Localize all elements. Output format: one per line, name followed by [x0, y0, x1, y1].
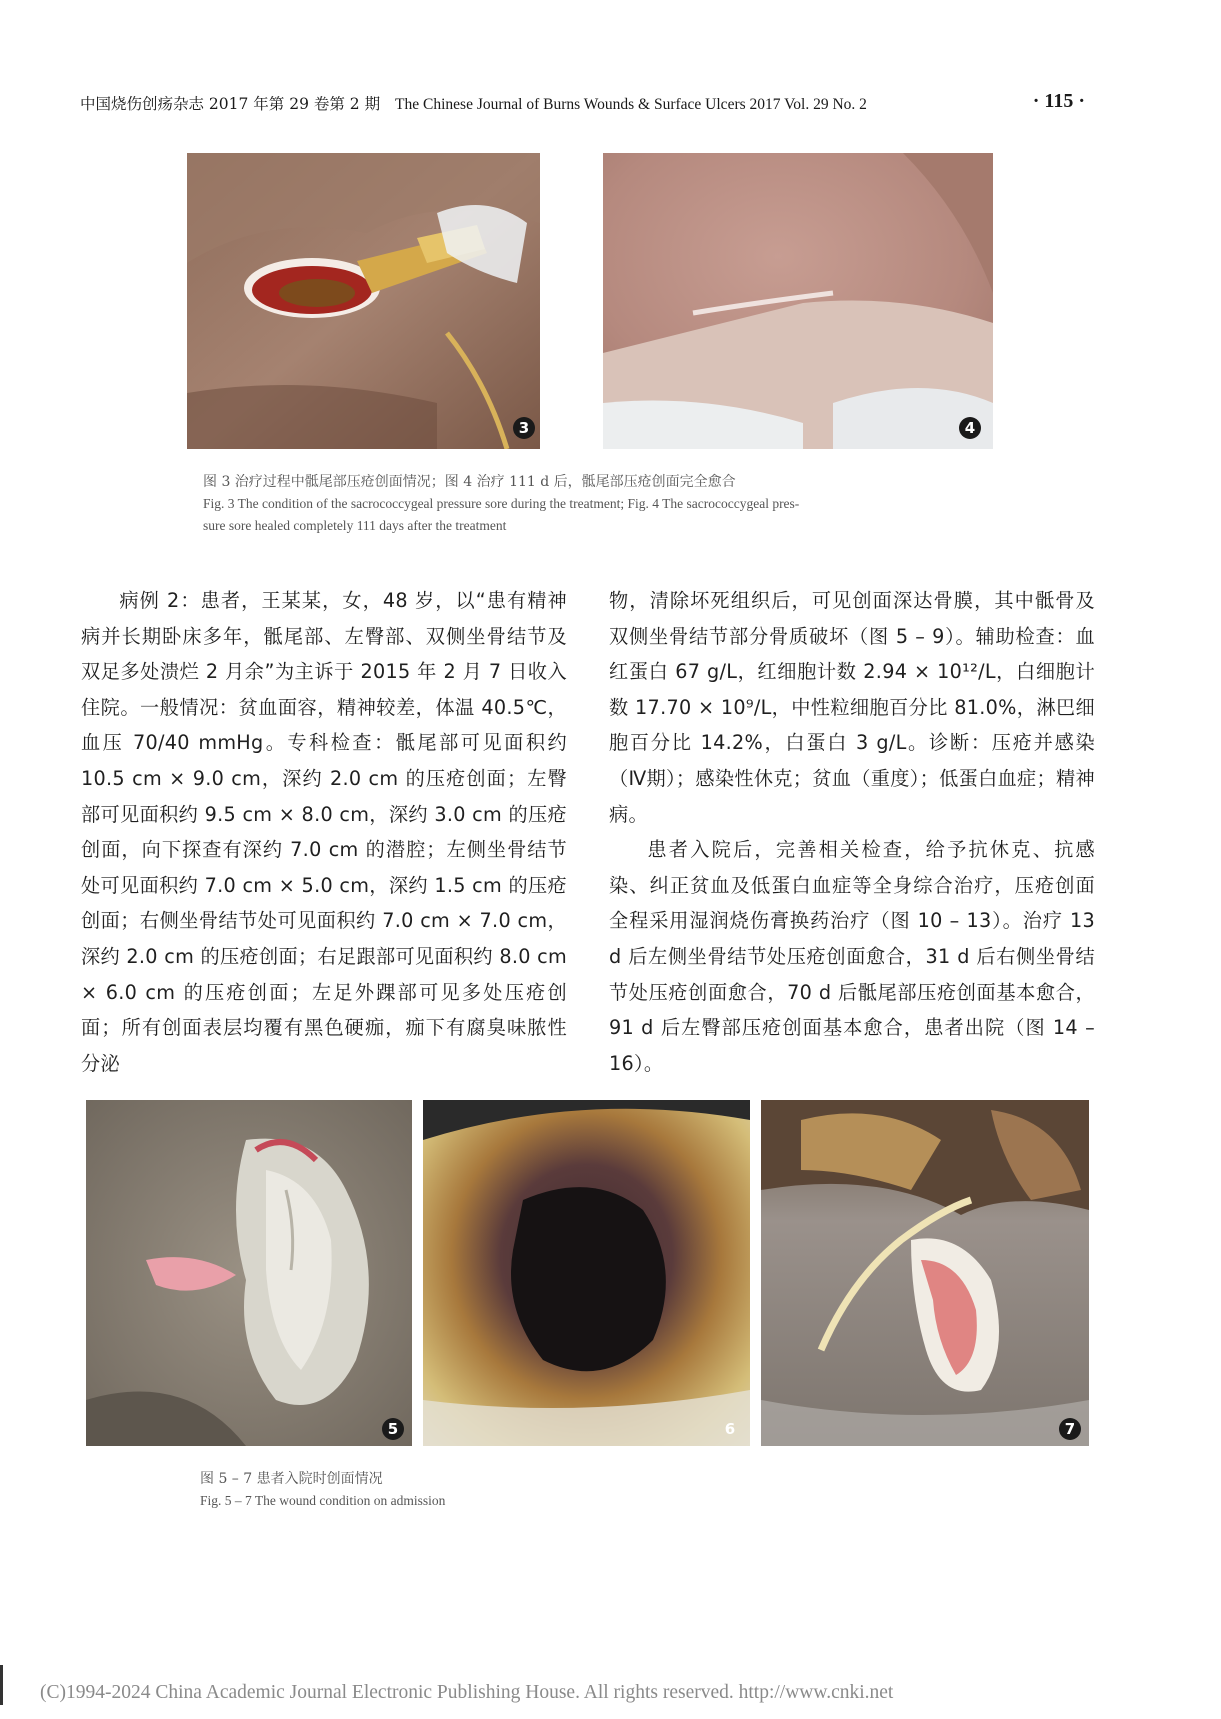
page-number: · 115 · — [1032, 90, 1085, 112]
figure-7-number-badge: 7 — [1059, 1418, 1081, 1440]
ischial-wound-illustration — [761, 1100, 1089, 1446]
healed-skin-illustration — [603, 153, 993, 449]
figure-5-7-caption — [200, 1468, 900, 1512]
caption-cn: 图 3 治疗过程中骶尾部压疮创面情况；图 4 治疗 111 d 后，骶尾部压疮创面完全愈合 — [203, 474, 736, 490]
wound-illustration — [86, 1100, 412, 1446]
figure-4-photo — [603, 153, 993, 449]
case-2-paragraph: 病例 2：患者，王某某，女，48 岁，以“患有精神病并长期卧床多年，骶尾部、左臀部、双侧坐骨结节及双足多处溃烂 2 月余”为主诉于 2015 年 2 月 7 日收入住院。一般情况：贫血面容，精神较差，体温 40.5℃，血压 70/40 mmHg。专科检查：骶尾部可见面积约 10.5 cm × 9.0 cm，深约 2.0 cm 的压疮创面；左臀部可见面积约 9.5 cm × 8.0 cm，深约 3.0 cm 的压疮创面，向下探查有深约 7.0 cm 的潜腔；左侧坐骨结节处可见面积约 7.0 cm × 5.0 cm，深约 1.5 cm 的压疮创面；右侧坐骨结节处可见面积约 7.0 cm × 7.0 cm，深约 2.0 cm 的压疮创面；右足跟部可见面积约 8.0 cm × 6.0 cm 的压疮创面；左足外踝部可见多处压疮创面；所有创面表层均覆有黑色硬痂，痂下有腐臭味脓性分泌 — [81, 589, 567, 1075]
body-left-column — [81, 583, 567, 1081]
wound-illustration — [187, 153, 540, 449]
journal-title-cn: 中国烧伤创疡杂志 2017 年第 29 卷第 2 期 — [80, 95, 381, 113]
figure-5-photo — [86, 1100, 412, 1446]
copyright-footer: (C)1994-2024 China Academic Journal Electronic Publishing House. All rights reserved. http://www.cnki.net — [40, 1682, 894, 1703]
body-right-column — [609, 583, 1095, 1081]
running-header — [80, 92, 1090, 114]
case-2-continuation: 物，清除坏死组织后，可见创面深达骨膜，其中骶骨及双侧坐骨结节部分骨质破坏（图 5 – 9）。辅助检查：血红蛋白 67 g/L，红细胞计数 2.94 × 10¹²/L，白细胞计数 17.70 × 10⁹/L，中性粒细胞百分比 81.0%，淋巴细胞百分比 14.2%，白蛋白 3 g/L。诊断：压疮并感染（Ⅳ期）；感染性休克；贫血（重度）；低蛋白血症；精神病。 — [609, 589, 1095, 826]
caption-cn: 图 5 – 7 患者入院时创面情况 — [200, 1471, 383, 1487]
treatment-paragraph: 患者入院后，完善相关检查，给予抗休克、抗感染、纠正贫血及低蛋白血症等全身综合治疗，压疮创面全程采用湿润烧伤膏换药治疗（图 10 – 13）。治疗 13 d 后左侧坐骨结节处压疮创面愈合，31 d 后右侧坐骨结节处压疮创面愈合，70 d 后骶尾部压疮创面基本愈合，91 d 后左臀部压疮创面基本愈合，患者出院（图 14 – 16）。 — [609, 838, 1095, 1075]
footer-margin-bar — [0, 1665, 3, 1705]
figure-3-4-caption — [203, 471, 1003, 537]
caption-en-line1: Fig. 3 The condition of the sacrococcygeal pressure sore during the treatment; Fig. 4 The sacrococcygeal pres- — [203, 496, 800, 511]
figure-7-photo — [761, 1100, 1089, 1446]
figure-4-number-badge: 4 — [959, 417, 981, 439]
figure-5-number-badge: 5 — [382, 1418, 404, 1440]
figure-6-number-badge: 6 — [724, 1420, 736, 1438]
figure-3-photo — [187, 153, 540, 449]
journal-title-en: The Chinese Journal of Burns Wounds & Surface Ulcers 2017 Vol. 29 No. 2 — [395, 96, 867, 113]
eschar-illustration — [423, 1100, 750, 1446]
figure-6-photo — [423, 1100, 750, 1446]
caption-en-line2: sure sore healed completely 111 days after the treatment — [203, 518, 507, 533]
caption-en: Fig. 5 – 7 The wound condition on admission — [200, 1493, 446, 1508]
figure-3-number-badge: 3 — [513, 417, 535, 439]
